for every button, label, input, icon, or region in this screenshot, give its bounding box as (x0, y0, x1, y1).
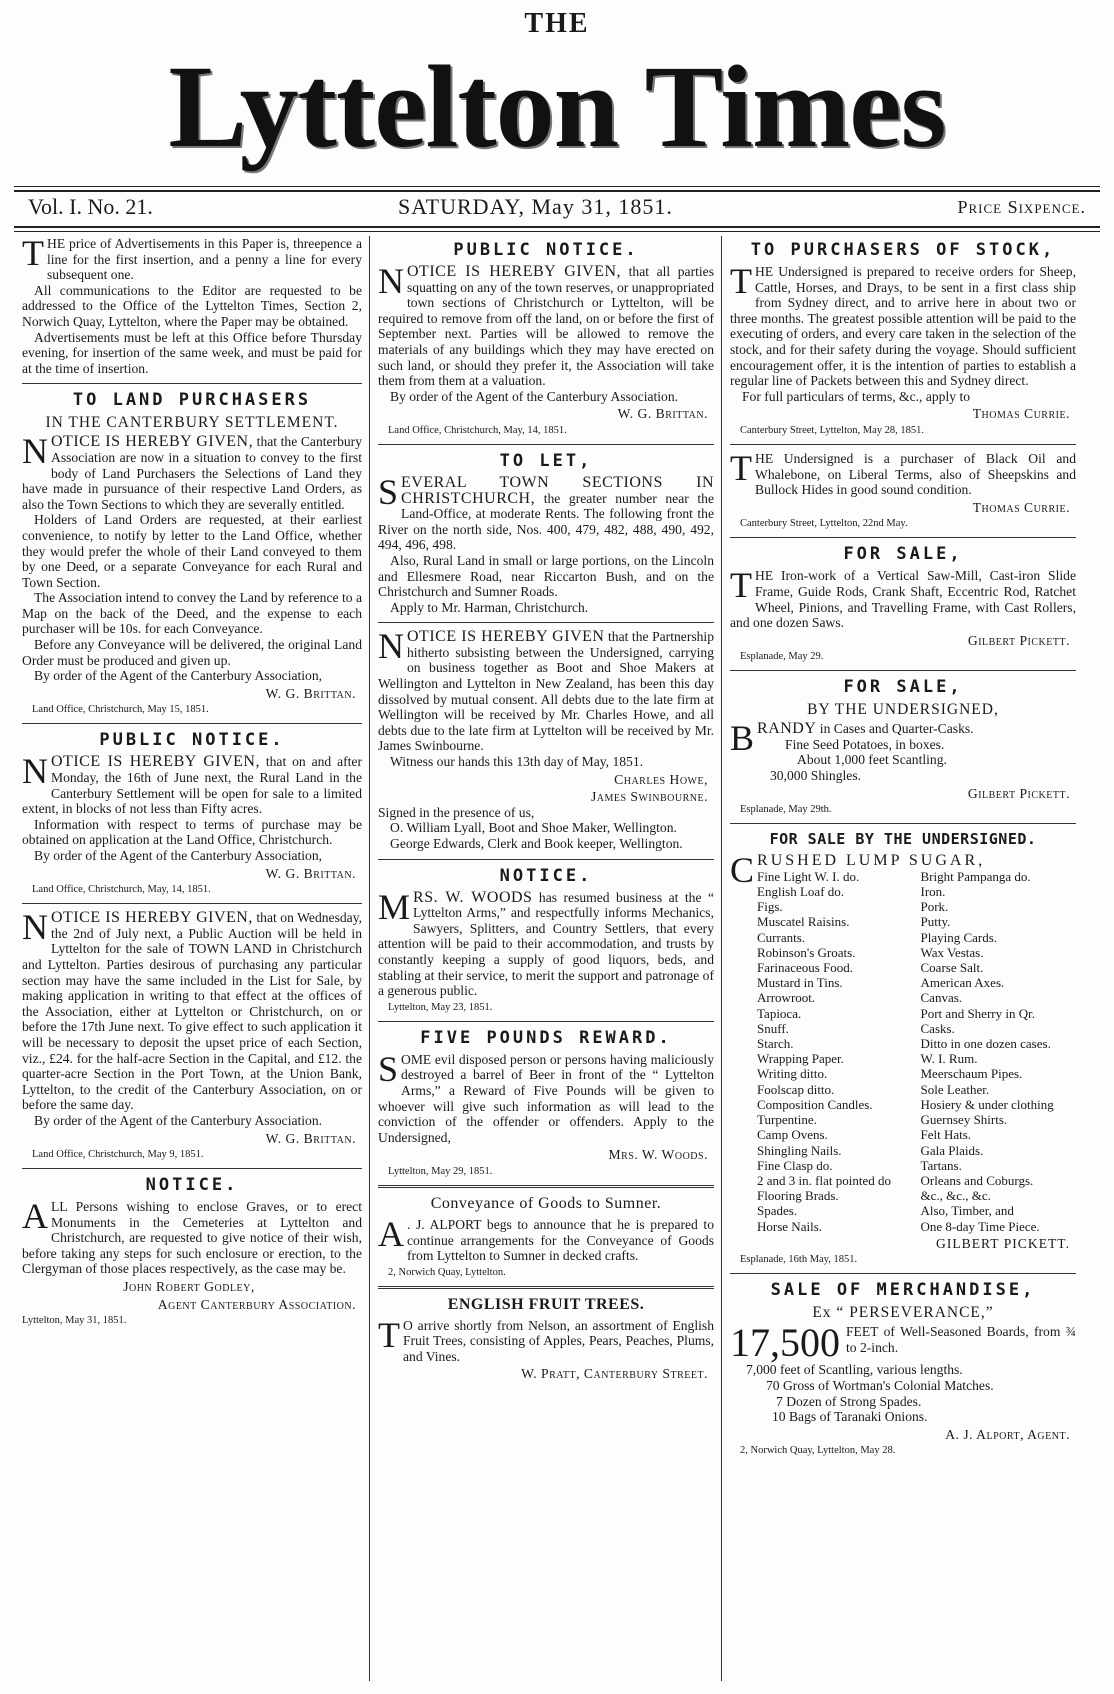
drop-cap: T (730, 261, 752, 301)
ad-text: HE Undersigned is a purchaser of Black Oil and Whalebone, on Liberal Terms, also of Sheepskins and Bullock Hides in good sound condition. (755, 450, 1076, 498)
ad-english-fruit-trees (378, 1295, 714, 1382)
ad-signature: Thomas Currie. (972, 406, 1070, 422)
newspaper-title: Lyttelton Times (168, 41, 946, 172)
ad-text: HE price of Advertisements in this Paper is, threepence a line for the first insertion, and a penny a line for every subsequent one. (47, 236, 362, 283)
ad-heading: TO LET, (499, 450, 593, 471)
drop-cap: N (22, 907, 48, 948)
ad-text: George Edwards, Clerk and Book keeper, Wellington. (390, 836, 683, 851)
ad-text: By order of the Agent of the Canterbury Association. (390, 388, 679, 404)
column-3 (730, 236, 1076, 1686)
goods-item: Turpentine. (757, 1112, 817, 1128)
ad-dateline: Lyttelton, May 31, 1851. (22, 1315, 127, 1327)
ad-heading: PUBLIC NOTICE. (99, 730, 285, 751)
ad-subheading: Ex “ PERSEVERANCE,” (812, 1304, 994, 1322)
ad-heading: FOR SALE, (843, 544, 963, 565)
goods-item: Fine Clasp do. (757, 1157, 833, 1173)
column-divider (369, 236, 370, 1681)
ad-signature: Thomas Currie. (972, 499, 1070, 515)
goods-item: One 8-day Time Piece. (920, 1218, 1040, 1234)
goods-item: Canvas. (920, 990, 963, 1006)
ad-dateline: Canterbury Street, Lyttelton, 22nd May. (740, 518, 908, 530)
ad-heading: NOTICE. (145, 1175, 239, 1196)
ad-text: 30,000 Shingles. (770, 768, 862, 784)
ad-text: Witness our hands this 13th day of May, 1851. (390, 754, 644, 770)
goods-item: Putty. (920, 914, 951, 930)
ad-signature: A. J. Alport, Agent. (945, 1426, 1070, 1442)
quantity-figure: 17,500 (730, 1320, 840, 1366)
ad-to-let (378, 451, 714, 615)
drop-cap: M (378, 886, 411, 927)
ad-dateline: 2, Norwich Quay, Lyttelton, May 28. (740, 1445, 896, 1457)
ad-heading: ENGLISH FRUIT TREES. (447, 1295, 645, 1313)
ad-lead: RS. W. WOODS (413, 888, 533, 906)
ad-public-notice-squatters (378, 240, 714, 437)
ad-text: Information with respect to terms of purchase may be obtained on application at the Land Office, Christchurch. (22, 816, 362, 848)
separator (22, 903, 362, 904)
ad-text: Fine Seed Potatoes, in boxes. (785, 736, 945, 752)
drop-cap: C (730, 850, 755, 891)
goods-item: Tapioca. (757, 1005, 802, 1021)
rule (14, 231, 1100, 232)
goods-item: &c., &c., &c. (920, 1188, 991, 1204)
ad-text: that the Canterbury Association are now in a situation to convey to the first body of Land Purchasers the Selections of Land they have made in pursuance of their respective Land Orders, as also the Town Sections to which they are severally entitled. (22, 434, 362, 512)
separator (378, 622, 714, 623)
ad-text: All communications to the Editor are requested to be addressed to the Office of the Lyttelton Times, Section 2, Norwich Quay, Lyttelton, where the Paper may be obtained. (22, 282, 362, 329)
drop-cap: N (22, 431, 48, 472)
ad-text: FEET of Well-Seasoned Boards, from ¾ to 2-inch. (846, 1324, 1076, 1355)
goods-item: Playing Cards. (920, 929, 998, 945)
separator (378, 859, 714, 860)
goods-item: Mustard in Tins. (757, 975, 843, 991)
ad-text: that on and after Monday, the 16th of June next, the Rural Land in the Canterbury Settlement will be open for sale to a limited extent, in blocks of not less than Fifty acres. (22, 754, 362, 817)
ad-signature: Mrs. W. Woods. (608, 1147, 708, 1163)
goods-item: Horse Nails. (757, 1218, 823, 1234)
goods-item: 2 and 3 in. flat pointed do (757, 1172, 891, 1188)
goods-item: Gala Plaids. (920, 1142, 984, 1158)
ad-land-purchasers (22, 390, 362, 716)
separator (730, 823, 1076, 824)
ad-text: For full particulars of terms, &c., apply to (742, 388, 971, 404)
ad-conveyance-sumner (378, 1194, 714, 1279)
drop-cap: N (22, 751, 48, 792)
separator (22, 723, 362, 724)
drop-cap: S (378, 1048, 399, 1089)
goods-item: Sole Leather. (920, 1081, 990, 1097)
ad-heading: NOTICE. (499, 865, 593, 886)
ad-text: 7,000 feet of Scantling, various lengths. (746, 1362, 963, 1378)
column-divider (721, 236, 722, 1681)
ad-signature: Agent Canterbury Association. (157, 1296, 356, 1312)
ad-subheading: BY THE UNDERSIGNED, (807, 701, 999, 719)
goods-item: Writing ditto. (757, 1066, 828, 1082)
ad-heading: Conveyance of Goods to Sumner. (430, 1194, 662, 1212)
ad-text: that the Partnership hitherto subsisting between the Undersigned, carrying on business together as Boot and Shoe Makers at Wellington and Lyttelton in New Zealand, has been this day dissolved by mutual consent. All debts due to the late firm at Wellington will be received by Mr. Charles Howe, and all debts due to the late firm at Lyttelton will be received by Mr. James Swinbourne. (378, 629, 714, 754)
separator (730, 444, 1076, 445)
separator (730, 1273, 1076, 1274)
goods-item: American Axes. (920, 975, 1005, 991)
ad-text: About 1,000 feet Scantling. (797, 752, 947, 768)
goods-item: Starch. (757, 1036, 794, 1052)
goods-item: Meerschaum Pipes. (920, 1066, 1023, 1082)
drop-cap: T (22, 236, 44, 273)
ad-signature: W. G. Brittan. (265, 1130, 356, 1146)
rule (14, 186, 1100, 187)
ad-dateline: Land Office, Christchurch, May, 14, 1851. (388, 424, 567, 436)
separator (378, 1286, 714, 1289)
issue-price: Price Sixpence. (957, 197, 1086, 217)
separator (730, 537, 1076, 538)
goods-item: Guernsey Shirts. (920, 1112, 1008, 1128)
drop-cap: S (378, 471, 399, 512)
ad-text: Signed in the presence of us, (378, 804, 535, 820)
ad-lead: OTICE IS HEREBY GIVEN, (51, 753, 260, 771)
ad-signature: W. G. Brittan. (265, 685, 356, 701)
ad-text: LL Persons wishing to enclose Graves, or to erect Monuments in the Cemeteries at Lyttelton and Christchurch, are requested to give notice of their wish, before taking any steps for such enclosure or erection, to the Clergyman of those places respectively, as the case may be. (22, 1199, 362, 1277)
ad-lead: OTICE IS HEREBY GIVEN (407, 628, 605, 646)
ad-signature: Gilbert Pickett. (967, 632, 1070, 648)
goods-item: Farinaceous Food. (757, 960, 854, 976)
goods-item: Iron. (920, 884, 946, 900)
rule (14, 226, 1100, 228)
ad-dateline: Esplanade, May 29th. (740, 804, 832, 816)
separator (378, 444, 714, 445)
ad-partnership-dissolved (378, 626, 714, 851)
goods-item: Figs. (757, 899, 783, 915)
ad-dateline: Canterbury Street, Lyttelton, May 28, 1851. (740, 424, 925, 436)
ad-notice-woods (378, 866, 714, 1014)
ad-heading: FOR SALE BY THE UNDERSIGNED. (769, 830, 1037, 849)
ad-text: By order of the Agent of the Canterbury Association, (34, 668, 323, 684)
ad-public-auction (22, 907, 362, 1161)
goods-item: Orleans and Coburgs. (920, 1172, 1034, 1188)
goods-item: Pork. (920, 899, 949, 915)
drop-cap: T (730, 565, 752, 606)
ad-lead: OTICE IS HEREBY GIVEN, (51, 909, 253, 927)
ad-heading: TO LAND PURCHASERS (72, 390, 312, 411)
ad-text: HE Undersigned is prepared to receive orders for Sheep, Cattle, Horses, and Drays, to be sent in a first class ship from Sydney direct, and to arrive here in about two or three months. The greatest possible attention will be paid to the executing of orders, and every care taken in the selection of the stock, and for their safety during the voyage. Should sufficient encouragement offer, it is the intention of parties to establish a regular line of Packets between this and Sydney direct. (730, 264, 1076, 389)
ad-dateline: Lyttelton, May 29, 1851. (388, 1165, 493, 1177)
ad-purchasers-of-stock (730, 240, 1076, 437)
ad-text: 10 Bags of Taranaki Onions. (772, 1409, 928, 1425)
ad-public-notice-rural-land (22, 730, 362, 896)
ad-lead: RANDY (757, 720, 817, 738)
ad-heading: TO PURCHASERS OF STOCK, (750, 240, 1056, 260)
separator (730, 670, 1076, 671)
ad-text: that on Wednesday, the 2nd of July next, a Public Auction will be held in Lyttelton for the sale of TOWN LAND in Christchurch and Lyttelton. Parties desirous of purchasing any particular section may have the same included in the List for Sale, by making application in writing to that effect at the offices of the Association, either at Lyttelton or Christchurch, on or before the 17th June next. To give effect to such application it will be necessary to deposit the upset price of each Section, viz., £24. for the half-acre Section in the Capital, and £12. the quarter-acre Section in the Port Town, at the Union Bank, Lyttelton, to the credit of the Canterbury Association, on or before the same day. (22, 910, 362, 1113)
ad-lead: RUSHED LUMP SUGAR, (757, 852, 986, 870)
ad-heading: PUBLIC NOTICE. (453, 240, 639, 260)
separator (378, 1021, 714, 1022)
goods-item: English Loaf do. (757, 884, 845, 900)
ad-signature: John Robert Godley, (123, 1279, 255, 1295)
drop-cap: B (730, 718, 755, 759)
goods-item: Port and Sherry in Qr. (920, 1005, 1035, 1021)
ad-text: the greater number near the Land-Office, at moderate Rents. The following front the River on the north side, Nos. 400, 479, 482, 488, 490, 492, 494, 496, 498. (378, 490, 714, 553)
issue-date: SATURDAY, May 31, 1851. (398, 194, 673, 219)
ad-dateline: Land Office, Christchurch, May 15, 1851. (32, 704, 209, 716)
goods-item: Hosiery & under clothing (920, 1096, 1054, 1112)
ad-text: has resumed business at the “ Lyttelton Arms,” and respectfully informs Mechanics, Sawyers, Splitters, and Country Settlers, that every attention will be paid to their accommodation, and trusts by constantly keeping a supply of good liquors, beds, and stabling at their service, to merit the support and patronage of a generous public. (378, 889, 714, 999)
ad-signature: Gilbert Pickett. (967, 785, 1070, 801)
ad-dateline: Land Office, Christchurch, May, 14, 1851. (32, 884, 211, 896)
separator (22, 1168, 362, 1169)
goods-item: Robinson's Groats. (757, 944, 856, 960)
ad-heading: SALE OF MERCHANDISE, (770, 1280, 1036, 1301)
goods-item: Ditto in one dozen cases. (920, 1036, 1051, 1052)
ad-text: Apply to Mr. Harman, Christchurch. (390, 599, 589, 615)
separator (22, 383, 362, 384)
goods-item: Arrowroot. (757, 990, 816, 1006)
ad-subheading: IN THE CANTERBURY SETTLEMENT. (45, 414, 339, 432)
goods-item: Casks. (920, 1020, 955, 1036)
goods-item: Camp Ovens. (757, 1127, 828, 1143)
ad-lead: OTICE IS HEREBY GIVEN, (51, 433, 254, 451)
ad-text: By order of the Agent of the Canterbury Association, (34, 848, 323, 863)
ad-signature: W. G. Brittan. (265, 865, 356, 881)
ad-heading: FOR SALE, (843, 677, 963, 698)
goods-item: Fine Light W. I. do. (757, 868, 860, 884)
goods-item: Wax Vestas. (920, 944, 984, 960)
ad-notice-graves (22, 1175, 362, 1327)
goods-item: Shingling Nails. (757, 1142, 842, 1158)
ad-text: in Cases and Quarter-Casks. (816, 721, 974, 737)
ad-text: 70 Gross of Wortman's Colonial Matches. (766, 1377, 994, 1393)
ad-for-sale-brandy (730, 677, 1076, 816)
ad-dateline: Esplanade, May 29. (740, 651, 824, 663)
ad-dateline: Lyttelton, May 23, 1851. (388, 1001, 493, 1013)
drop-cap: A (378, 1213, 404, 1254)
ad-lead: OTICE IS HEREBY GIVEN, (407, 263, 622, 280)
goods-item: Wrapping Paper. (757, 1051, 844, 1067)
ad-five-pounds-reward (378, 1028, 714, 1178)
ad-text: By order of the Agent of the Canterbury Association. (34, 1112, 323, 1128)
ad-text: OME evil disposed person or persons having maliciously destroyed a barrel of Beer in front of the “ Lyttelton Arms,” a Reward of Five Pounds will be given to whoever will give such information as will lead to the conviction of the offender or offenders. Apply to the Undersigned, (378, 1051, 714, 1145)
rule (14, 190, 1100, 192)
goods-item: Spades. (757, 1203, 798, 1219)
ad-text: Holders of Land Orders are requested, at their earliest convenience, to notify by letter to the Land Office, whether they would prefer the whole of their Land conveyed to them by one Deed, or a separate Conveyance for each Rural and Town Section. (22, 512, 362, 590)
ad-text: that all parties squatting on any of the town reserves, or unappropriated town sections of Christchurch or Lyttelton, will be required to remove from off the land, on or before the first of September next. Parties will be allowed to remove the materials of any buildings which they may have erected on such land, or should they prefer it, the Association will take them from them at a valuation. (378, 264, 714, 389)
ad-dateline: Esplanade, 16th May, 1851. (740, 1254, 858, 1266)
ad-text: Advertisements must be left at this Office before Thursday evening, for insertion of the same week, and must be paid for at the time of insertion. (22, 329, 362, 376)
ad-heading: FIVE POUNDS REWARD. (420, 1027, 672, 1048)
ad-black-oil-purchaser (730, 447, 1076, 530)
goods-item: Currants. (757, 929, 806, 945)
goods-item: W. I. Rum. (920, 1051, 978, 1067)
ad-signature: W. Pratt, Canterbury Street. (521, 1366, 708, 1382)
column-1 (22, 236, 362, 1686)
separator (378, 1185, 714, 1188)
volume-number: Vol. I. No. 21. (28, 194, 153, 219)
goods-item: Bright Pampanga do. (920, 868, 1031, 884)
ad-signature: Charles Howe, (614, 771, 708, 787)
goods-item: Tartans. (920, 1157, 962, 1173)
ad-lead: EVERAL TOWN SECTIONS IN CHRISTCHURCH, (401, 473, 714, 507)
drop-cap: N (378, 626, 404, 667)
goods-item: Also, Timber, and (920, 1203, 1014, 1219)
masthead (0, 0, 1114, 180)
ad-text: HE Iron-work of a Vertical Saw-Mill, Cast-iron Slide Frame, Guide Rods, Crank Shaft, Eccentric Rod, Ratchet Wheel, Pinions, and Travelling Frame, with Cast Rollers, and one dozen Saws. (730, 568, 1076, 631)
ad-signature: W. G. Brittan. (617, 406, 708, 422)
ad-text: 7 Dozen of Strong Spades. (776, 1393, 922, 1409)
ad-sale-of-merchandise (730, 1280, 1076, 1457)
advertisement-rates (22, 236, 362, 376)
goods-list (757, 869, 1076, 1234)
drop-cap: N (378, 261, 404, 301)
ad-text: O. William Lyall, Boot and Shoe Maker, Wellington. (390, 820, 677, 836)
ad-for-sale-groceries (730, 830, 1076, 1266)
ad-text: The Association intend to convey the Land by reference to a Map on the back of the Deed, and the expense to each purchaser will be 10s. for each Conveyance. (22, 590, 362, 637)
goods-item: Felt Hats. (920, 1127, 972, 1143)
masthead-the: THE (524, 8, 590, 39)
ad-dateline: Land Office, Christchurch, May 9, 1851. (32, 1149, 204, 1161)
goods-item: Muscatel Raisins. (757, 914, 850, 930)
ad-dateline: 2, Norwich Quay, Lyttelton. (388, 1266, 506, 1278)
ad-text: . J. ALPORT begs to announce that he is prepared to continue arrangements for the Conveyance of Goods from Lyttelton to Sumner in decked crafts. (407, 1216, 714, 1264)
goods-item: Foolscap ditto. (757, 1081, 835, 1097)
ad-text: Before any Conveyance will be delivered, the original Land Order must be produced and given up. (22, 637, 362, 668)
goods-item: Coarse Salt. (920, 960, 984, 976)
goods-item: Flooring Brads. (757, 1188, 839, 1204)
column-2 (378, 236, 714, 1686)
ad-signature: James Swinbourne. (590, 789, 708, 805)
drop-cap: T (730, 447, 752, 488)
ad-signature: GILBERT PICKETT. (936, 1235, 1070, 1251)
ad-text: Also, Rural Land in small or large portions, on the Lincoln and Ellesmere Road, near Riccarton Bush, and on the Christchurch and Sumner Roads. (378, 552, 714, 600)
ad-text: O arrive shortly from Nelson, an assortment of English Fruit Trees, consisting of Apples, Pears, Peaches, Plums, and Vines. (403, 1317, 714, 1364)
goods-item: Composition Candles. (757, 1096, 873, 1112)
drop-cap: T (378, 1314, 400, 1355)
goods-item: Snuff. (757, 1020, 789, 1036)
drop-cap: A (22, 1196, 48, 1237)
ad-for-sale-saw-mill (730, 544, 1076, 663)
dateline (28, 194, 1086, 224)
